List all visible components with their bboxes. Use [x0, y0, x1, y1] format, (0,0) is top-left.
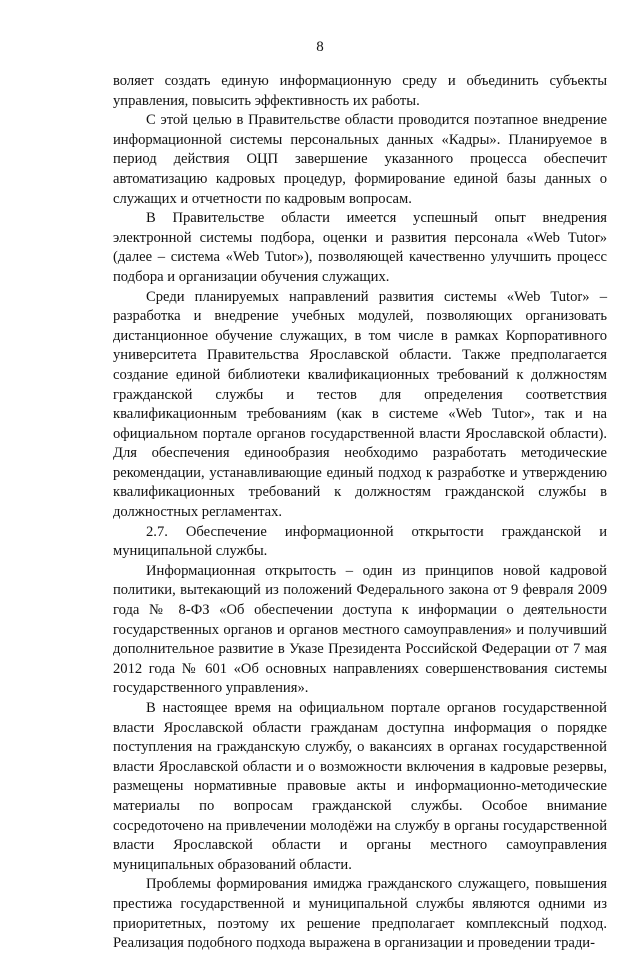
paragraph-kadry-system: С этой целью в Правительстве области проводится поэтапное внедрение информационной системы персональных данных «Кадры». Планируемое в период действия ОЦП завершение указанного процесса обеспечит автоматизацию кадровых процедур, формирование единой базы данных о служащих и отчетности по кадровым вопросам. [113, 112, 607, 207]
paragraph-official-portal: В настоящее время на официальном портале органов государственной власти Ярославской области гражданам доступна информация о порядке поступления на гражданскую службу, о вакансиях в органах государственной власти Ярославской области и о возможности включения в кадровые резервы, размещены нормативные правовые акты и информационно-методические материалы по вопросам гражданской службы. Особое внимание сосредоточено на привлечении молодёжи на службу в органы государственной власти Ярославской области и органы местного самоуправления муниципальных образований области. [113, 700, 607, 873]
page-number: 8 [316, 39, 324, 55]
paragraph-image-problems: Проблемы формирования имиджа гражданского служащего, повышения престижа государственной и муниципальной службы являются одними из приоритетных, поэтому их решение предполагает комплексный подход. Реализация подобного подхода выражена в организации и проведении тради- [113, 876, 607, 952]
paragraph-continuation: воляет создать единую информационную среду и объединить субъекты управления, повысить эффективность их работы. [113, 73, 607, 109]
paragraph-web-tutor-experience: В Правительстве области имеется успешный опыт внедрения электронной системы подбора, оценки и развития персонала «Web Tutor» (далее – система «Web Tutor»), позволяющей качественно улучшить процесс подбора и организации обучения служащих. [113, 210, 607, 285]
paragraph-information-openness: Информационная открытость – один из принципов новой кадровой политики, вытекающий из положений Федерального закона от 9 февраля 2009 года № 8-ФЗ «Об обеспечении доступа к информации о деятельности государственных органов и органов местного самоуправления» и получивший дополнительное развитие в Указе Президента Российской Федерации от 7 мая 2012 года № 601 «Об основных направлениях совершенствования системы государственного управления». [113, 562, 607, 697]
section-heading-2-7: 2.7. Обеспечение информационной открытости гражданской и муниципальной службы. [113, 523, 607, 560]
paragraph-web-tutor-development: Среди планируемых направлений развития системы «Web Tutor» – разработка и внедрение учебных модулей, позволяющих организовать дистанционное обучение служащих, в том числе в рамках Корпоративного университета Правительства Ярославской области. Также предполагается создание единой библиотеки квалификационных требований к должностям гражданской службы и тестов для определения соответствия квалификационным требованиям (как в системе «Web Tutor», так и на официальном портале органов государственной власти Ярославской области). Для обеспечения единообразия необходимо разработать методические рекомендации, устанавливающие единый подход к разработке и утверждению квалификационных требований к должностям гражданской службы в должностных регламентах. [113, 288, 607, 521]
page-body [113, 72, 607, 954]
